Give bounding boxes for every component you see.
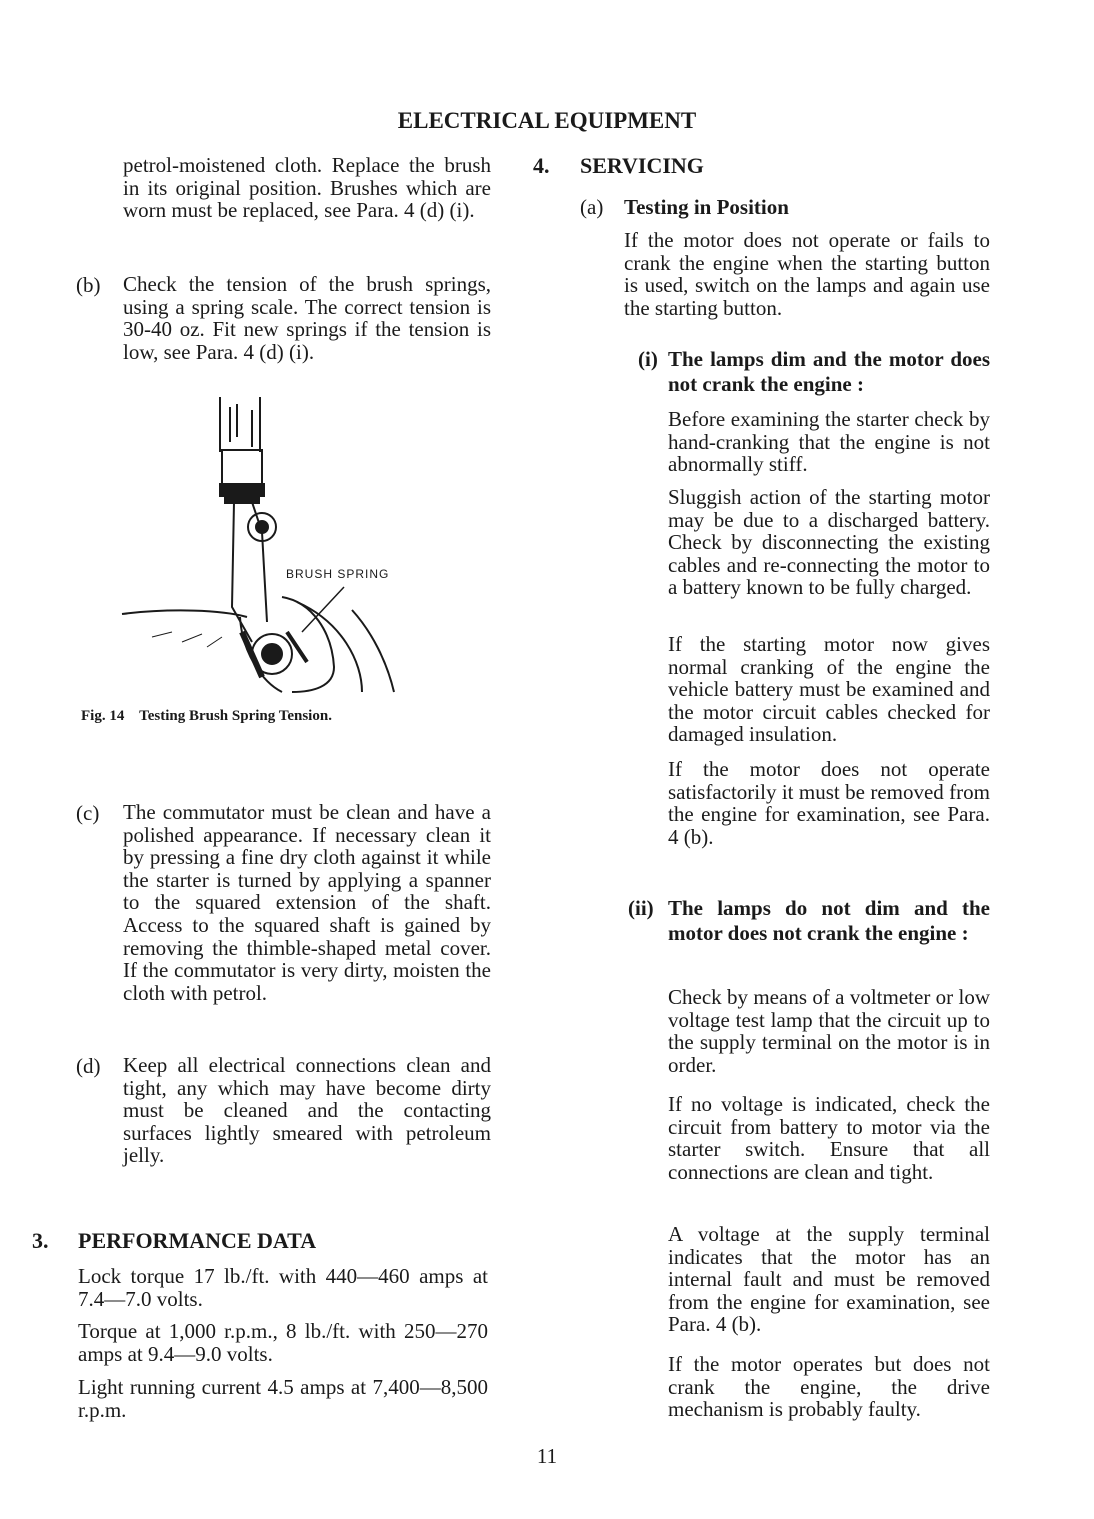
- item-ii-label: (ii): [628, 896, 654, 920]
- item-i-label: (i): [638, 347, 658, 371]
- performance-light-running: Light running current 4.5 amps at 7,400—8,500 r.p.m.: [78, 1375, 488, 1422]
- performance-lock-torque: Lock torque 17 lb./ft. with 440—460 amps at 7.4—7.0 volts.: [78, 1264, 488, 1311]
- page-title: ELECTRICAL EQUIPMENT: [397, 108, 697, 133]
- section-3-title: PERFORMANCE DATA: [78, 1228, 317, 1253]
- item-d-label: (d): [76, 1054, 101, 1078]
- item-ii-p3: A voltage at the supply terminal indicates that the motor has an internal fault and must be removed from the engine for examination, see Para. 4 (b).: [668, 1222, 990, 1337]
- item-d-text: Keep all electrical connections clean and tight, any which may have become dirty must be cleaned and the contacting surfaces lightly smeared with petroleum jelly.: [123, 1053, 491, 1168]
- figure-label-brush-spring: BRUSH SPRING: [286, 567, 390, 581]
- continued-paragraph: petrol-moistened cloth. Replace the brush in its original position. Brushes which are worn must be replaced, see Para. 4 (d) (i).: [123, 153, 491, 223]
- page-number: 11: [536, 1444, 558, 1468]
- performance-torque: Torque at 1,000 r.p.m., 8 lb./ft. with 250—270 amps at 9.4—9.0 volts.: [78, 1319, 488, 1366]
- item-ii-p2: If no voltage is indicated, check the circuit from battery to motor via the starter switch. Ensure that all connections are clean and tight.: [668, 1092, 990, 1184]
- item-i-p3: If the starting motor now gives normal cranking of the engine the vehicle battery must be examined and the motor circuit cables checked for damaged insulation.: [668, 632, 990, 747]
- item-ii-p4: If the motor operates but does not crank the engine, the drive mechanism is probably faulty.: [668, 1352, 990, 1422]
- item-ii-p1: Check by means of a voltmeter or low voltage test lamp that the circuit up to the supply terminal on the motor is in order.: [668, 985, 990, 1077]
- item-i-p2: Sluggish action of the starting motor may be due to a discharged battery. Check by disconnecting the existing cables and re-connecting the motor to a battery known to be fully charged.: [668, 485, 990, 600]
- item-i-p4: If the motor does not operate satisfactorily it must be removed from the engine for examination, see Para. 4 (b).: [668, 757, 990, 849]
- item-b-label: (b): [76, 273, 101, 297]
- item-c-label: (c): [76, 801, 100, 825]
- section-4-number: 4.: [533, 153, 550, 178]
- item-i-p1: Before examining the starter check by hand-cranking that the engine is not abnormally stiff.: [668, 407, 990, 477]
- brush-spring-figure: [112, 392, 472, 702]
- brush-spring-illustration: [112, 392, 472, 702]
- section-3-number: 3.: [32, 1228, 49, 1253]
- section-4-title: SERVICING: [580, 153, 704, 178]
- item-c-text: The commutator must be clean and have a polished appearance. If necessary clean it by pressing a fine dry cloth against it while the starter is turned by applying a spanner to the squared extension of the shaft. Access to the squared shaft is gained by removing the thimble-shaped metal cover. If the commutator is very dirty, moisten the cloth with petrol.: [123, 800, 491, 1005]
- item-b-text: Check the tension of the brush springs, using a spring scale. The correct tension is 30-40 oz. Fit new springs if the tension is low, see Para. 4 (d) (i).: [123, 272, 491, 364]
- item-ii-title: The lamps do not dim and the motor does not crank the engine :: [668, 896, 990, 945]
- figure-caption-text: Testing Brush Spring Tension.: [139, 708, 332, 724]
- item-a-label: (a): [580, 195, 604, 219]
- item-a-title: Testing in Position: [624, 195, 789, 219]
- figure-caption: [81, 708, 332, 725]
- figure-number: Fig. 14: [81, 708, 125, 724]
- item-a-text: If the motor does not operate or fails to crank the engine when the starting button is used, switch on the lamps and again use the starting button.: [624, 228, 990, 320]
- item-i-title: The lamps dim and the motor does not crank the engine :: [668, 347, 990, 396]
